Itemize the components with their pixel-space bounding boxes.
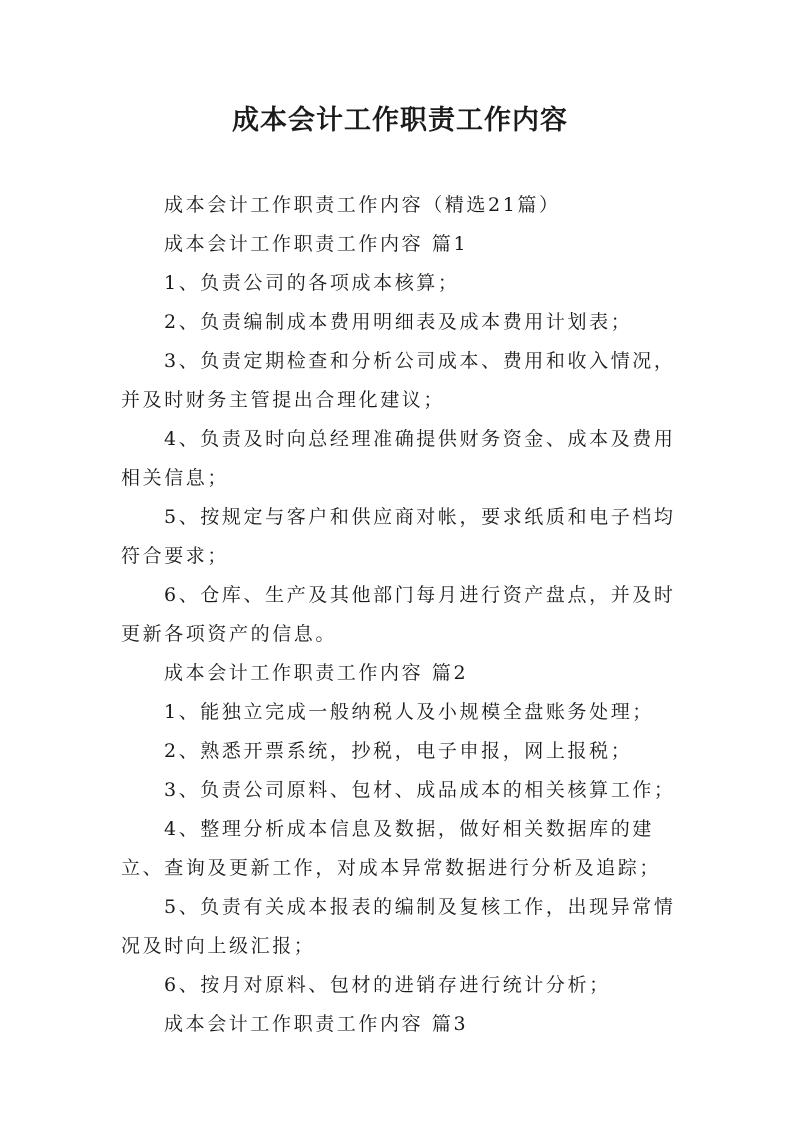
list-item: 1、能独立完成一般纳税人及小规模全盘账务处理；: [164, 701, 654, 723]
document-title: 成本会计工作职责工作内容: [232, 105, 568, 136]
list-item: 4、整理分析成本信息及数据，做好相关数据库的建立、查询及更新工作，对成本异常数据进行分析及追踪；: [121, 818, 662, 879]
paragraph-intro: 成本会计工作职责工作内容（精选21篇）: [164, 194, 561, 216]
list-item: 2、负责编制成本费用明细表及成本费用计划表；: [164, 311, 633, 333]
list-item: 3、负责定期检查和分析公司成本、费用和收入情况，并及时财务主管提出合理化建议；: [121, 350, 676, 411]
section-heading-3: 成本会计工作职责工作内容 篇3: [164, 1013, 469, 1035]
list-item: 3、负责公司原料、包材、成品成本的相关核算工作；: [164, 779, 676, 801]
list-item: 5、负责有关成本报表的编制及复核工作，出现异常情况及时向上级汇报；: [121, 896, 676, 957]
list-item: 2、熟悉开票系统，抄税，电子申报，网上报税；: [164, 740, 633, 762]
list-item: 4、负责及时向总经理准确提供财务资金、成本及费用相关信息；: [121, 428, 676, 489]
list-item: 5、按规定与客户和供应商对帐，要求纸质和电子档均符合要求；: [121, 506, 676, 567]
list-item: 6、仓库、生产及其他部门每月进行资产盘点，并及时更新各项资产的信息。: [121, 584, 676, 645]
section-heading-2: 成本会计工作职责工作内容 篇2: [164, 662, 469, 684]
list-item: 6、按月对原料、包材的进销存进行统计分析；: [164, 974, 611, 996]
section-heading-1: 成本会计工作职责工作内容 篇1: [164, 233, 469, 255]
document-body: [121, 186, 691, 1044]
list-item: 1、负责公司的各项成本核算；: [164, 272, 460, 294]
